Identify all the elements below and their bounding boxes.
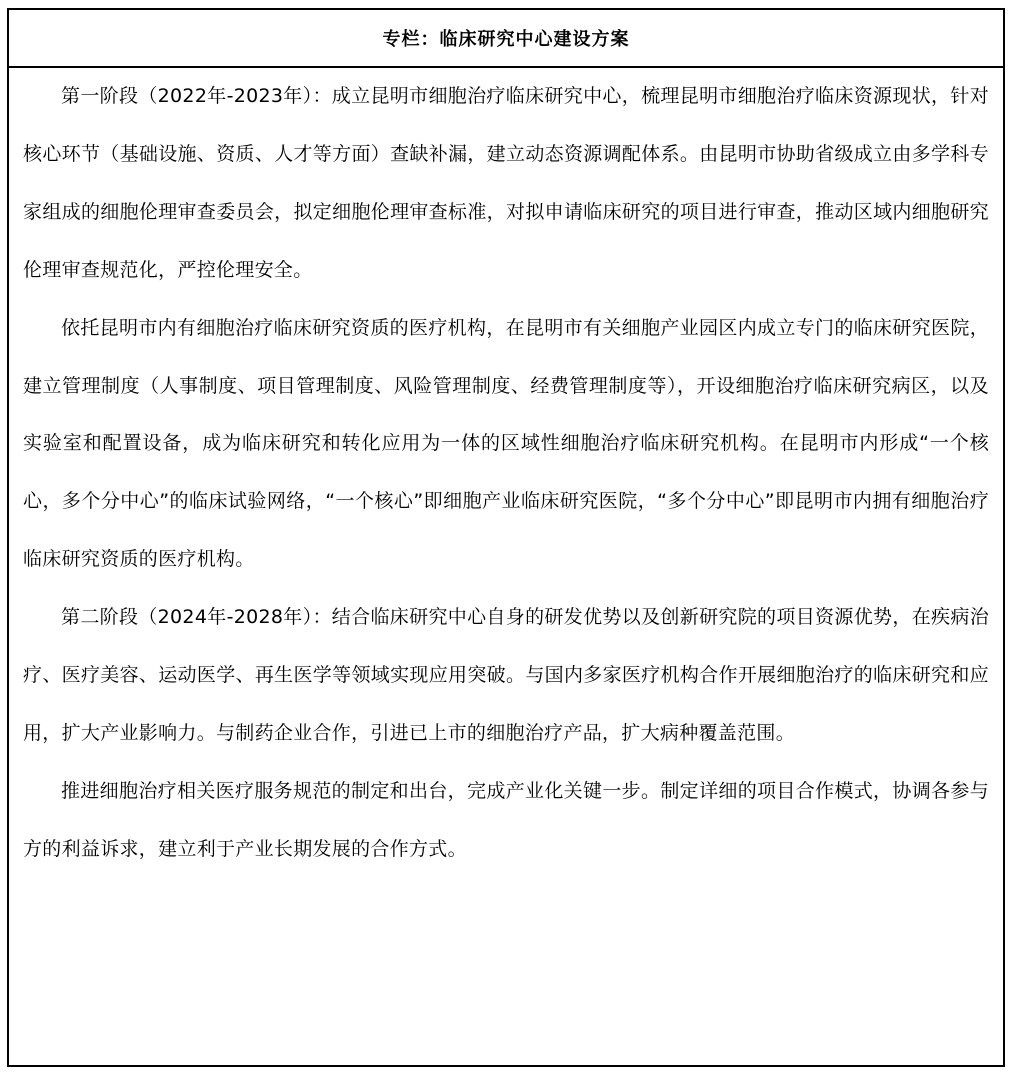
column-title: 专栏：临床研究中心建设方案	[382, 29, 630, 50]
paragraph-hospital: 依托昆明市内有细胞治疗临床研究资质的医疗机构，在昆明市有关细胞产业园区内成立专门的临床研究医院，建立管理制度（人事制度、项目管理制度、风险管理制度、经费管理制度等），开设细胞治疗临床研究病区，以及实验室和配置设备，成为临床研究和转化应用为一体的区域性细胞治疗临床研究机构。在昆明市内形成“一个核心，多个分中心”的临床试验网络，“一个核心”即细胞产业临床研究医院，“多个分中心”即昆明市内拥有细胞治疗临床研究资质的医疗机构。	[23, 316, 989, 571]
paragraph-stage-two: 第二阶段（2024年-2028年）：结合临床研究中心自身的研发优势以及创新研究院的项目资源优势，在疾病治疗、医疗美容、运动医学、再生医学等领域实现应用突破。与国内多家医疗机构合作开展细胞治疗的临床研究和应用，扩大产业影响力。与制药企业合作，引进已上市的细胞治疗产品，扩大病种覆盖范围。	[23, 606, 989, 744]
column-content	[9, 68, 1003, 879]
column-box	[7, 8, 1005, 1067]
title-row	[9, 10, 1003, 68]
paragraph-standards: 推进细胞治疗相关医疗服务规范的制定和出台，完成产业化关键一步。制定详细的项目合作模式，协调各参与方的利益诉求，建立利于产业长期发展的合作方式。	[23, 779, 989, 860]
paragraph-stage-one: 第一阶段（2022年-2023年）：成立昆明市细胞治疗临床研究中心，梳理昆明市细胞治疗临床资源现状，针对核心环节（基础设施、资质、人才等方面）查缺补漏，建立动态资源调配体系。由昆明市协助省级成立由多学科专家组成的细胞伦理审查委员会，拟定细胞伦理审查标准，对拟申请临床研究的项目进行审查，推动区域内细胞研究伦理审查规范化，严控伦理安全。	[23, 85, 989, 281]
